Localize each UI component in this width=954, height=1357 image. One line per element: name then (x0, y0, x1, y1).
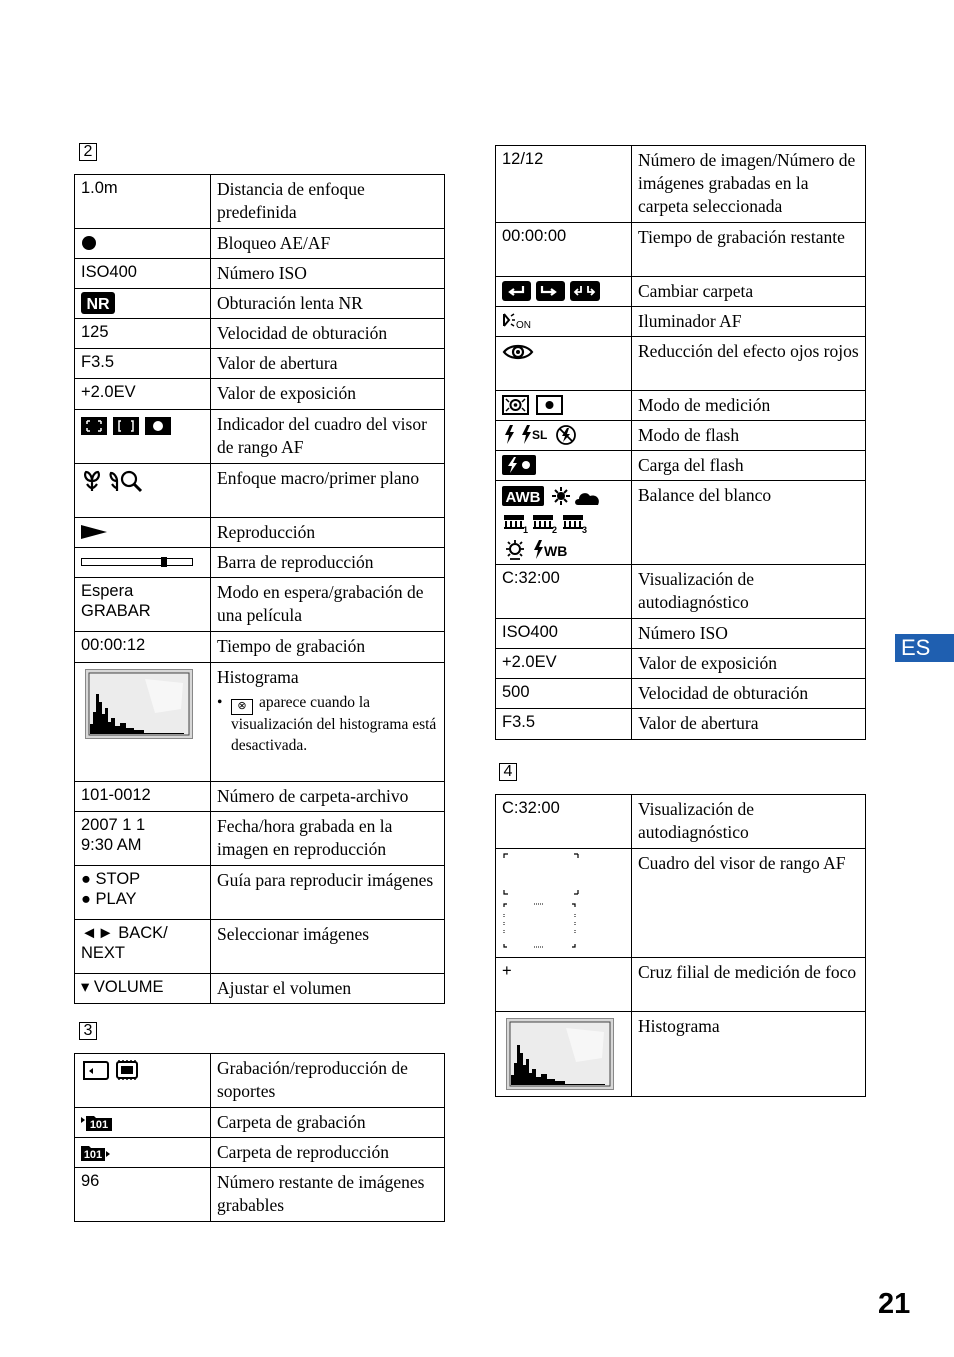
row-description: Visualización de autodiagnóstico (632, 795, 866, 849)
svg-text:WB: WB (544, 543, 568, 559)
nr-icon (75, 289, 211, 319)
section-marker-2: 2 (79, 143, 97, 161)
svg-text:NR: NR (86, 296, 110, 313)
row-label: 500 (496, 679, 632, 709)
histogram-cell (211, 663, 445, 782)
table-row (75, 1168, 445, 1222)
row-label: F3.5 (496, 709, 632, 740)
row-label: C:32:00 (496, 565, 632, 619)
table-row (496, 223, 866, 277)
histogram-icon (496, 1012, 632, 1097)
row-description: Ajustar el volumen (211, 974, 445, 1004)
af-illuminator-icon (496, 307, 632, 337)
table-row (496, 565, 866, 619)
table-row (75, 920, 445, 974)
row-description: Número de carpeta-archivo (211, 782, 445, 812)
table-row (496, 795, 866, 849)
af-range-frame-icons (75, 410, 211, 464)
table-row (496, 849, 866, 958)
table-row (75, 548, 445, 578)
table-row (496, 481, 866, 565)
histogram-icon (75, 663, 211, 782)
folder-number: 101 (89, 1118, 109, 1131)
table-row (496, 307, 866, 337)
row-description: Valor de abertura (211, 349, 445, 379)
row-label: ISO400 (496, 619, 632, 649)
table-row (496, 391, 866, 421)
table-3-continued (495, 145, 866, 740)
row-description: Enfoque macro/primer plano (211, 464, 445, 518)
awb-text: AWB (505, 489, 541, 506)
row-description: Número ISO (211, 259, 445, 289)
table-3 (74, 1053, 445, 1222)
row-label: ◄► BACK/ NEXT (75, 920, 211, 974)
recording-folder-icon (75, 1108, 211, 1138)
row-description: Barra de reproducción (211, 548, 445, 578)
language-tab: ES (895, 634, 954, 662)
row-description: Carpeta de grabación (211, 1108, 445, 1138)
row-description: Valor de exposición (632, 649, 866, 679)
row-description: Histograma (217, 667, 299, 687)
row-description: Iluminador AF (632, 307, 866, 337)
row-label: + (496, 958, 632, 1012)
table-row (496, 277, 866, 307)
row-description: Número restante de imágenes grabables (211, 1168, 445, 1222)
red-eye-icon (496, 337, 632, 391)
row-description: Modo de medición (632, 391, 866, 421)
table-row (496, 649, 866, 679)
row-description: Tiempo de grabación (211, 632, 445, 663)
table-row (75, 259, 445, 289)
row-label: 101-0012 (75, 782, 211, 812)
row-description: Obturación lenta NR (211, 289, 445, 319)
row-description: Distancia de enfoque predefinida (211, 175, 445, 229)
row-label: +2.0EV (496, 649, 632, 679)
macro-closeup-icons (75, 464, 211, 518)
playback-folder-icon (75, 1138, 211, 1168)
row-description: Fecha/hora grabada en la imagen en reproducción (211, 812, 445, 866)
row-description: Seleccionar imágenes (211, 920, 445, 974)
page-number: 21 (878, 1288, 911, 1320)
row-description: Cruz filial de medición de foco (632, 958, 866, 1012)
table-row (75, 410, 445, 464)
section-marker-3: 3 (79, 1022, 97, 1040)
row-description: Reducción del efecto ojos rojos (632, 337, 866, 391)
histogram-note (217, 693, 438, 756)
row-label: F3.5 (75, 349, 211, 379)
row-description: Modo de flash (632, 421, 866, 451)
table-row (75, 663, 445, 782)
slow-sync-text: SL (532, 428, 548, 442)
row-label: 96 (75, 1168, 211, 1222)
table-row (75, 289, 445, 319)
table-row (75, 518, 445, 548)
row-description: Velocidad de obturación (211, 319, 445, 349)
row-description: Velocidad de obturación (632, 679, 866, 709)
row-description: Guía para reproducir imágenes (211, 866, 445, 920)
row-label: 125 (75, 319, 211, 349)
af-range-finder-frame-icon (496, 849, 632, 958)
note-bullet: • (217, 694, 223, 711)
table-row (496, 958, 866, 1012)
table-row (496, 451, 866, 481)
white-balance-icons (496, 481, 632, 565)
histogram-off-icon: ⊗ (231, 699, 253, 715)
playback-icon (75, 518, 211, 548)
row-label: ● STOP ● PLAY (75, 866, 211, 920)
metering-icons (496, 391, 632, 421)
table-row (75, 1138, 445, 1168)
table-row (75, 866, 445, 920)
table-row (496, 337, 866, 391)
row-description: Valor de abertura (632, 709, 866, 740)
row-description: Bloqueo AE/AF (211, 229, 445, 259)
table-row (75, 632, 445, 663)
row-description: Histograma (632, 1012, 866, 1097)
table-row (75, 812, 445, 866)
table-row (75, 175, 445, 229)
playback-bar-icon (75, 548, 211, 578)
table-row (75, 379, 445, 410)
row-label: 2007 1 1 9:30 AM (75, 812, 211, 866)
row-label: 12/12 (496, 146, 632, 223)
af-illuminator-on-text: ON (516, 319, 531, 330)
table-row (496, 1012, 866, 1097)
table-2 (74, 174, 445, 1004)
row-description: Indicador del cuadro del visor de rango AF (211, 410, 445, 464)
table-row (496, 146, 866, 223)
table-row (75, 349, 445, 379)
table-row (75, 974, 445, 1004)
table-row (75, 1054, 445, 1108)
section-marker-4: 4 (499, 763, 517, 781)
table-row (75, 578, 445, 632)
row-label: Espera GRABAR (75, 578, 211, 632)
table-row (496, 679, 866, 709)
table-row (75, 319, 445, 349)
row-description: Cuadro del visor de rango AF (632, 849, 866, 958)
table-row (496, 619, 866, 649)
row-description: Carga del flash (632, 451, 866, 481)
row-description: Cambiar carpeta (632, 277, 866, 307)
row-label: ISO400 (75, 259, 211, 289)
table-row (496, 709, 866, 740)
flash-charge-icon (496, 451, 632, 481)
filled-circle-icon (75, 229, 211, 259)
row-label: 00:00:00 (496, 223, 632, 277)
media-icons (75, 1054, 211, 1108)
table-4 (495, 794, 866, 1097)
row-description: Modo en espera/grabación de una película (211, 578, 445, 632)
table-row (75, 1108, 445, 1138)
table-row (75, 464, 445, 518)
row-description: Grabación/reproducción de soportes (211, 1054, 445, 1108)
row-label: +2.0EV (75, 379, 211, 410)
note-text: aparece cuando la visualización del histograma está desactivada. (231, 694, 437, 754)
row-description: Valor de exposición (211, 379, 445, 410)
table-row (75, 782, 445, 812)
folder-number: 101 (83, 1148, 103, 1161)
row-description: Balance del blanco (632, 481, 866, 565)
svg-text:2: 2 (552, 525, 558, 535)
row-description: Tiempo de grabación restante (632, 223, 866, 277)
svg-text:3: 3 (582, 525, 588, 535)
row-label: 00:00:12 (75, 632, 211, 663)
svg-text:1: 1 (523, 525, 529, 535)
change-folder-icons (496, 277, 632, 307)
row-description: Número ISO (632, 619, 866, 649)
row-label: 1.0m (75, 175, 211, 229)
row-label: C:32:00 (496, 795, 632, 849)
table-row (496, 421, 866, 451)
row-description: Número de imagen/Número de imágenes grabadas en la carpeta seleccionada (632, 146, 866, 223)
flash-mode-icons (496, 421, 632, 451)
row-description: Reproducción (211, 518, 445, 548)
row-label: ▾ VOLUME (75, 974, 211, 1004)
row-description: Visualización de autodiagnóstico (632, 565, 866, 619)
table-row (75, 229, 445, 259)
row-description: Carpeta de reproducción (211, 1138, 445, 1168)
